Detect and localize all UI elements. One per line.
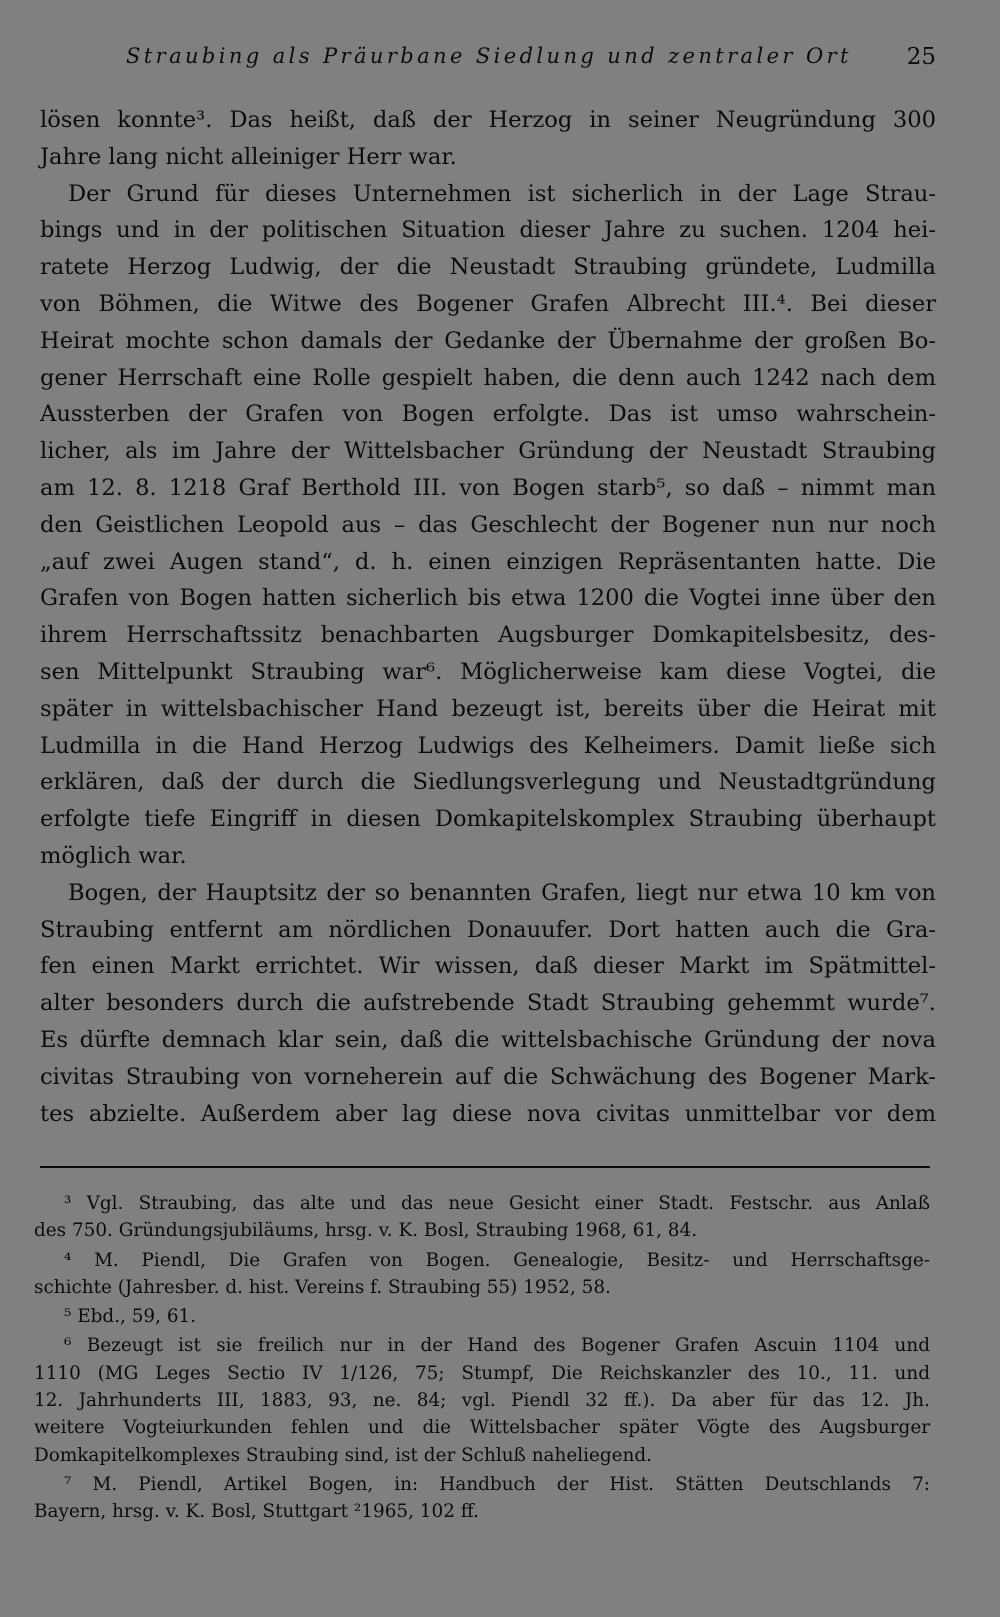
body-line: gener Herrschaft eine Rolle gespielt haben, die denn auch 1242 nach dem: [40, 364, 936, 391]
body-line: „auf zwei Augen stand“, d. h. einen einzigen Repräsentanten hatte. Die: [40, 548, 936, 575]
footnotes: [34, 1190, 930, 1526]
body-line: Aussterben der Grafen von Bogen erfolgte. Das ist umso wahrschein-: [40, 401, 936, 428]
body-line: später in wittelsbachischer Hand bezeugt ist, bereits über die Heirat mit: [40, 695, 936, 722]
body-line: Heirat mochte schon damals der Gedanke der Übernahme der großen Bo-: [40, 327, 936, 354]
body-line: Es dürfte demnach klar sein, daß die wittelsbachische Gründung der nova: [40, 1026, 936, 1053]
body-line: Ludmilla in die Hand Herzog Ludwigs des Kelheimers. Damit ließe sich: [40, 732, 936, 759]
footnote-line: weitere Vogteiurkunden fehlen und die Wittelsbacher später Vögte des Augsburger: [34, 1417, 930, 1439]
footnote-line: ⁶ Bezeugt ist sie freilich nur in der Hand des Bogener Grafen Ascuin 1104 und: [64, 1335, 930, 1357]
footnote-line: Domkapitelkomplexes Straubing sind, ist der Schluß naheliegend.: [34, 1444, 652, 1466]
running-title: Straubing als Präurbane Siedlung und zentraler Ort: [126, 44, 852, 68]
footnote-line: schichte (Jahresber. d. hist. Vereins f. Straubing 55) 1952, 58.: [34, 1276, 611, 1298]
body-line: den Geistlichen Leopold aus – das Geschlecht der Bogener nun nur noch: [40, 511, 936, 538]
body-line: Grafen von Bogen hatten sicherlich bis etwa 1200 die Vogtei inne über den: [40, 585, 936, 612]
body-line: fen einen Markt errichtet. Wir wissen, daß dieser Markt im Spätmittel-: [40, 953, 936, 980]
body-line: Straubing entfernt am nördlichen Donauufer. Dort hatten auch die Gra-: [40, 916, 936, 943]
body-line: von Böhmen, die Witwe des Bogener Grafen Albrecht III.⁴. Bei dieser: [40, 290, 936, 317]
body-line: Jahre lang nicht alleiniger Herr war.: [40, 143, 457, 170]
body-text: [40, 102, 936, 1132]
body-line: erfolgte tiefe Eingriff in diesen Domkapitelskomplex Straubing überhaupt: [40, 806, 936, 833]
body-line: civitas Straubing von vorneherein auf die Schwächung des Bogener Mark-: [40, 1063, 936, 1090]
body-line: bings und in der politischen Situation dieser Jahre zu suchen. 1204 hei-: [40, 217, 936, 244]
body-line: lösen konnte³. Das heißt, daß der Herzog in seiner Neugründung 300: [40, 107, 936, 133]
body-line: am 12. 8. 1218 Graf Berthold III. von Bogen starb⁵, so daß – nimmt man: [40, 474, 936, 501]
footnote-line: 12. Jahrhunderts III, 1883, 93, ne. 84; vgl. Piendl 32 ff.). Da aber für das 12. Jh.: [34, 1390, 930, 1412]
page-number: 25: [906, 44, 936, 70]
body-line: tes abzielte. Außerdem aber lag diese nova civitas unmittelbar vor dem: [40, 1100, 936, 1127]
footnote-divider: [40, 1166, 930, 1168]
running-header: [40, 40, 936, 80]
body-line: ihrem Herrschaftssitz benachbarten Augsburger Domkapitelsbesitz, des-: [40, 622, 936, 649]
body-line: Bogen, der Hauptsitz der so benannten Grafen, liegt nur etwa 10 km von: [68, 879, 936, 906]
footnote-line: ⁷ M. Piendl, Artikel Bogen, in: Handbuch der Hist. Stätten Deutschlands 7:: [64, 1473, 930, 1495]
footnote-line: des 750. Gründungsjubiläums, hrsg. v. K. Bosl, Straubing 1968, 61, 84.: [34, 1220, 698, 1242]
footnote-line: Bayern, hrsg. v. K. Bosl, Stuttgart ²1965, 102 ff.: [34, 1501, 479, 1523]
footnote-line: ⁴ M. Piendl, Die Grafen von Bogen. Genealogie, Besitz- und Herrschaftsge-: [64, 1249, 930, 1271]
body-line: alter besonders durch die aufstrebende Stadt Straubing gehemmt wurde⁷.: [40, 990, 936, 1017]
body-line: ratete Herzog Ludwig, der die Neustadt Straubing gründete, Ludmilla: [40, 254, 936, 281]
body-line: sen Mittelpunkt Straubing war⁶. Möglicherweise kam diese Vogtei, die: [40, 658, 936, 685]
body-line: erklären, daß der durch die Siedlungsverlegung und Neustadtgründung: [40, 769, 936, 796]
body-line: Der Grund für dieses Unternehmen ist sicherlich in der Lage Strau-: [68, 180, 936, 207]
footnote-line: ⁵ Ebd., 59, 61.: [64, 1306, 197, 1328]
footnote-line: 1110 (MG Leges Sectio IV 1/126, 75; Stumpf, Die Reichskanzler des 10., 11. und: [34, 1362, 930, 1384]
body-line: licher, als im Jahre der Wittelsbacher Gründung der Neustadt Straubing: [40, 438, 936, 465]
body-line: möglich war.: [40, 842, 187, 869]
footnote-line: ³ Vgl. Straubing, das alte und das neue Gesicht einer Stadt. Festschr. aus Anlaß: [64, 1193, 930, 1214]
